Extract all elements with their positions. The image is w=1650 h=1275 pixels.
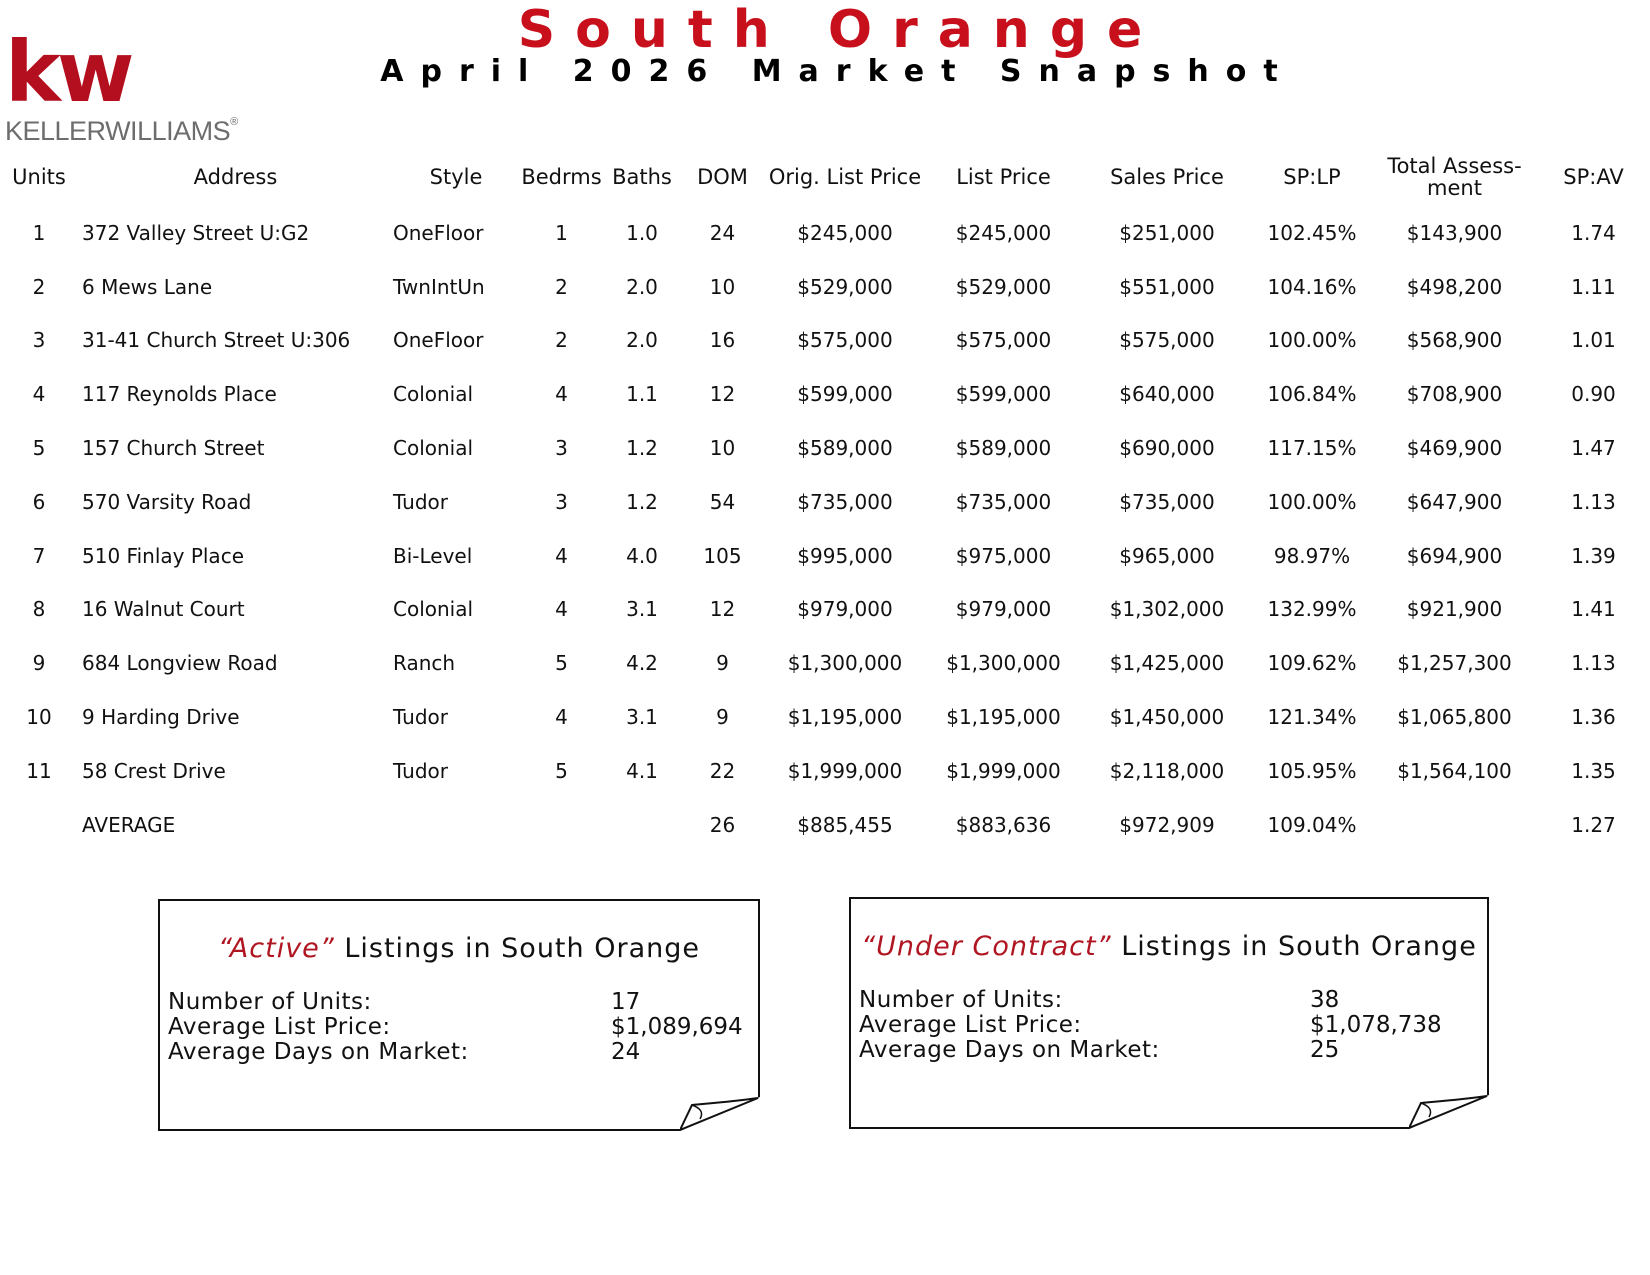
cell-sp-lp: 102.45% xyxy=(1267,220,1357,245)
active-listings-title xyxy=(160,933,758,964)
cell-baths: 1.2 xyxy=(626,489,658,514)
col-sp-lp: SP:LP xyxy=(1283,165,1341,189)
under-contract-units-value: 38 xyxy=(1310,987,1340,1013)
cell-sp-av: 1.74 xyxy=(1571,220,1616,245)
cell-unit: 1 xyxy=(32,220,46,245)
col-baths: Baths xyxy=(612,165,672,189)
cell-address: AVERAGE xyxy=(82,812,176,837)
cell-dom: 54 xyxy=(709,489,736,514)
cell-style: OneFloor xyxy=(393,328,484,353)
cell-total-assessment: $1,257,300 xyxy=(1397,651,1512,676)
cell-orig-list-price: $995,000 xyxy=(797,543,893,568)
cell-unit: 9 xyxy=(32,651,46,676)
cell-address: 31-41 Church Street U:306 xyxy=(82,328,351,353)
table-header-row xyxy=(0,148,1650,206)
cell-bedrooms: 2 xyxy=(555,274,568,299)
under-contract-listings-card xyxy=(849,897,1489,1129)
page-title: South Orange xyxy=(517,0,1163,60)
under-contract-dom-value: 25 xyxy=(1310,1037,1340,1063)
cell-address: 6 Mews Lane xyxy=(82,274,213,299)
cell-unit: 10 xyxy=(26,705,52,730)
cell-dom: 22 xyxy=(709,758,736,783)
under-contract-price-label: Average List Price: xyxy=(859,1012,1082,1038)
cell-style: Tudor xyxy=(393,758,449,783)
cell-sales-price: $965,000 xyxy=(1119,543,1215,568)
cell-unit: 3 xyxy=(32,328,46,353)
cell-dom: 16 xyxy=(709,328,736,353)
cell-baths: 2.0 xyxy=(626,328,658,353)
cell-sales-price: $1,450,000 xyxy=(1109,705,1225,730)
cell-bedrooms: 5 xyxy=(555,651,568,676)
cell-orig-list-price: $1,999,000 xyxy=(787,758,903,783)
cell-dom: 9 xyxy=(716,705,729,730)
cell-sp-av: 1.41 xyxy=(1571,597,1616,622)
cell-sales-price: $2,118,000 xyxy=(1109,758,1225,783)
table-row xyxy=(0,206,1650,260)
cell-style: Tudor xyxy=(393,705,449,730)
col-units: Units xyxy=(12,165,66,189)
cell-orig-list-price: $1,300,000 xyxy=(787,651,903,676)
average-row xyxy=(0,798,1650,852)
under-contract-units-label: Number of Units: xyxy=(859,987,1063,1013)
cell-dom: 26 xyxy=(709,812,736,837)
cell-sp-lp: 132.99% xyxy=(1267,597,1357,622)
cell-baths: 3.1 xyxy=(626,597,658,622)
cell-sp-lp: 109.62% xyxy=(1267,651,1357,676)
cell-list-price: $529,000 xyxy=(955,274,1052,299)
under-contract-price-value: $1,078,738 xyxy=(1310,1012,1442,1038)
cell-sales-price: $690,000 xyxy=(1119,436,1215,461)
under-contract-dom-label: Average Days on Market: xyxy=(859,1037,1160,1063)
cell-dom: 9 xyxy=(716,651,729,676)
cell-total-assessment: $694,900 xyxy=(1406,543,1503,568)
cell-baths: 1.0 xyxy=(626,220,658,245)
cell-sales-price: $972,909 xyxy=(1119,812,1215,837)
brand-part-williams: WILLIAMS xyxy=(105,116,231,146)
cell-bedrooms: 1 xyxy=(555,220,568,245)
cell-sp-lp: 100.00% xyxy=(1267,328,1357,353)
cell-total-assessment xyxy=(1372,798,1537,852)
cell-total-assessment: $1,065,800 xyxy=(1397,705,1512,730)
cell-baths: 4.0 xyxy=(626,543,658,568)
cell-sp-av: 1.36 xyxy=(1571,705,1616,730)
cell-sp-lp: 104.16% xyxy=(1267,274,1357,299)
cell-style: Colonial xyxy=(393,436,474,461)
cell-list-price: $589,000 xyxy=(955,436,1052,461)
table-row xyxy=(0,636,1650,690)
cell-total-assessment: $498,200 xyxy=(1406,274,1503,299)
cell-sp-av: 1.39 xyxy=(1571,543,1616,568)
col-sales-price: Sales Price xyxy=(1110,165,1224,189)
col-address: Address xyxy=(193,165,278,189)
cell-list-price: $1,999,000 xyxy=(946,758,1061,783)
cell-address: 16 Walnut Court xyxy=(82,597,245,622)
cell-orig-list-price: $529,000 xyxy=(797,274,893,299)
cell-sp-av: 1.13 xyxy=(1571,489,1616,514)
cell-orig-list-price: $599,000 xyxy=(797,382,893,407)
cell-orig-list-price: $575,000 xyxy=(797,328,893,353)
cell-style: Colonial xyxy=(393,382,474,407)
cell-unit: 2 xyxy=(32,274,46,299)
col-dom: DOM xyxy=(697,165,748,189)
col-total-assessment: Total Assess- ment xyxy=(1387,154,1522,200)
table-row xyxy=(0,529,1650,583)
cell-baths: 2.0 xyxy=(626,274,658,299)
cell-unit: 8 xyxy=(32,597,46,622)
cell-sales-price: $1,302,000 xyxy=(1109,597,1225,622)
col-bedrooms: Bedrms xyxy=(521,165,602,189)
cell-sp-lp: 121.34% xyxy=(1267,705,1357,730)
cell-sp-av: 1.11 xyxy=(1571,274,1616,299)
cell-unit xyxy=(0,798,78,852)
cell-unit: 4 xyxy=(32,382,46,407)
cell-sales-price: $735,000 xyxy=(1119,489,1215,514)
cell-dom: 10 xyxy=(709,274,736,299)
cell-sp-lp: 105.95% xyxy=(1267,758,1357,783)
cell-address: 9 Harding Drive xyxy=(82,705,240,730)
cell-orig-list-price: $885,455 xyxy=(797,812,893,837)
col-list-price: List Price xyxy=(956,165,1051,189)
active-price-label: Average List Price: xyxy=(168,1014,391,1040)
cell-total-assessment: $469,900 xyxy=(1406,436,1503,461)
table-row xyxy=(0,475,1650,529)
cell-sp-lp: 117.15% xyxy=(1267,436,1357,461)
cell-list-price: $1,195,000 xyxy=(946,705,1061,730)
cell-style: Colonial xyxy=(393,597,474,622)
table-row xyxy=(0,690,1650,744)
cell-list-price: $735,000 xyxy=(955,489,1052,514)
cell-style: OneFloor xyxy=(393,220,484,245)
cell-total-assessment: $1,564,100 xyxy=(1397,758,1512,783)
cell-address: 510 Finlay Place xyxy=(82,543,244,568)
cell-baths: 4.2 xyxy=(626,651,658,676)
table-row xyxy=(0,260,1650,314)
cell-bedrooms: 4 xyxy=(555,597,568,622)
cell-orig-list-price: $245,000 xyxy=(797,220,893,245)
under-contract-title-highlight: “Under Contract” xyxy=(861,931,1112,962)
cell-total-assessment: $568,900 xyxy=(1406,328,1503,353)
table-row xyxy=(0,583,1650,637)
cell-unit: 11 xyxy=(26,758,52,783)
cell-sales-price: $1,425,000 xyxy=(1109,651,1225,676)
cell-baths: 3.1 xyxy=(626,705,658,730)
cell-sp-av: 1.13 xyxy=(1571,651,1616,676)
cell-list-price: $979,000 xyxy=(955,597,1052,622)
active-title-rest: Listings in South Orange xyxy=(334,933,700,964)
cell-sp-lp: 109.04% xyxy=(1267,812,1357,837)
cell-style: TwnIntUn xyxy=(393,274,485,299)
cell-bedrooms xyxy=(519,798,604,852)
cell-dom: 12 xyxy=(709,597,736,622)
sales-table xyxy=(0,148,1650,852)
cell-dom: 24 xyxy=(709,220,736,245)
cell-bedrooms: 4 xyxy=(555,543,568,568)
cell-style xyxy=(393,798,519,852)
table-row xyxy=(0,744,1650,798)
cell-address: 372 Valley Street U:G2 xyxy=(82,220,310,245)
cell-baths: 4.1 xyxy=(626,758,658,783)
cell-total-assessment: $708,900 xyxy=(1406,382,1503,407)
active-dom-label: Average Days on Market: xyxy=(168,1039,469,1065)
kw-mark: kw xyxy=(5,23,131,121)
page-curl-icon xyxy=(1409,1095,1489,1129)
cell-orig-list-price: $735,000 xyxy=(797,489,893,514)
cell-unit: 6 xyxy=(32,489,46,514)
cell-dom: 12 xyxy=(709,382,736,407)
cell-orig-list-price: $589,000 xyxy=(797,436,893,461)
cell-orig-list-price: $1,195,000 xyxy=(787,705,903,730)
table-row xyxy=(0,367,1650,421)
cell-sales-price: $251,000 xyxy=(1119,220,1215,245)
cell-total-assessment: $647,900 xyxy=(1406,489,1503,514)
col-style: Style xyxy=(429,165,483,189)
cell-address: 117 Reynolds Place xyxy=(82,382,277,407)
cell-list-price: $245,000 xyxy=(955,220,1052,245)
under-contract-title-rest: Listings in South Orange xyxy=(1111,931,1477,962)
cell-style: Bi-Level xyxy=(393,543,473,568)
cell-style: Tudor xyxy=(393,489,449,514)
cell-style: Ranch xyxy=(393,651,456,676)
col-orig-list-price: Orig. List Price xyxy=(768,165,922,189)
brand-wordmark xyxy=(5,116,238,147)
cell-bedrooms: 3 xyxy=(555,436,568,461)
under-contract-listings-title xyxy=(851,931,1487,962)
cell-sp-lp: 98.97% xyxy=(1273,543,1351,568)
cell-sp-av: 1.47 xyxy=(1571,436,1616,461)
cell-list-price: $575,000 xyxy=(955,328,1052,353)
cell-orig-list-price: $979,000 xyxy=(797,597,893,622)
cell-sales-price: $575,000 xyxy=(1119,328,1215,353)
active-price-value: $1,089,694 xyxy=(611,1014,743,1040)
cell-list-price: $975,000 xyxy=(955,543,1052,568)
cell-sp-av: 1.27 xyxy=(1571,812,1616,837)
cell-address: 570 Varsity Road xyxy=(82,489,252,514)
cell-bedrooms: 4 xyxy=(555,382,568,407)
active-listings-card xyxy=(158,899,760,1131)
cell-total-assessment: $143,900 xyxy=(1406,220,1503,245)
active-dom-value: 24 xyxy=(611,1039,641,1065)
cell-list-price: $1,300,000 xyxy=(946,651,1061,676)
active-units-value: 17 xyxy=(611,989,641,1015)
cell-sp-lp: 106.84% xyxy=(1267,382,1357,407)
cell-address: 684 Longview Road xyxy=(82,651,278,676)
active-units-label: Number of Units: xyxy=(168,989,372,1015)
cell-bedrooms: 4 xyxy=(555,705,568,730)
cell-baths: 1.1 xyxy=(626,382,658,407)
page-subtitle: April 2026 Market Snapshot xyxy=(380,54,1295,89)
cell-dom: 105 xyxy=(703,543,742,568)
registered-mark: ® xyxy=(230,116,238,128)
page-curl-icon xyxy=(680,1097,760,1131)
cell-baths xyxy=(604,798,680,852)
col-sp-av: SP:AV xyxy=(1563,165,1624,189)
cell-sales-price: $551,000 xyxy=(1119,274,1215,299)
cell-address: 157 Church Street xyxy=(82,436,265,461)
cell-address: 58 Crest Drive xyxy=(82,758,226,783)
cell-total-assessment: $921,900 xyxy=(1406,597,1503,622)
table-row xyxy=(0,314,1650,368)
cell-sp-av: 0.90 xyxy=(1571,382,1616,407)
cell-dom: 10 xyxy=(709,436,736,461)
cell-sp-lp: 100.00% xyxy=(1267,489,1357,514)
cell-bedrooms: 3 xyxy=(555,489,568,514)
cell-sales-price: $640,000 xyxy=(1119,382,1215,407)
brand-part-keller: KELLER xyxy=(5,116,106,146)
cell-sp-av: 1.35 xyxy=(1571,758,1616,783)
cell-unit: 7 xyxy=(32,543,46,568)
table-row xyxy=(0,421,1650,475)
cell-sp-av: 1.01 xyxy=(1571,328,1616,353)
cell-baths: 1.2 xyxy=(626,436,658,461)
cell-list-price: $883,636 xyxy=(955,812,1052,837)
cell-bedrooms: 2 xyxy=(555,328,568,353)
cell-unit: 5 xyxy=(32,436,46,461)
cell-list-price: $599,000 xyxy=(955,382,1052,407)
active-title-highlight: “Active” xyxy=(218,933,335,964)
cell-bedrooms: 5 xyxy=(555,758,568,783)
